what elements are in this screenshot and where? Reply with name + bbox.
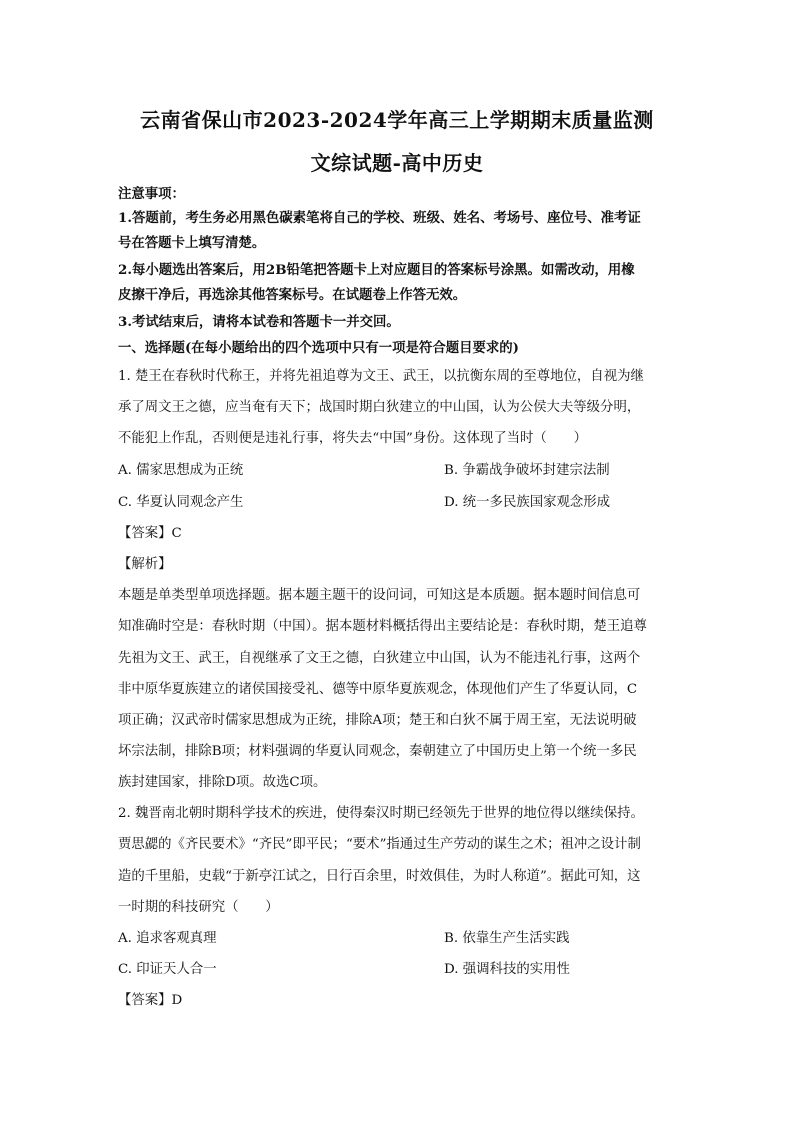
- question-1-text: 承了周文王之德，应当奄有天下；战国时期白狄建立的中山国，认为公侯大夫等级分明，: [118, 400, 641, 415]
- q1-answer: 【答案】C: [118, 526, 182, 541]
- q1-analysis-line: 坏宗法制，排除B项；材料强调的华夏认同观念，秦朝建立了中国历史上第一个统一多民: [118, 744, 637, 759]
- q1-analysis-heading: 【解析】: [118, 557, 172, 572]
- q1-analysis-line: 族封建国家，排除D项。故选C项。: [118, 775, 327, 790]
- notes-heading: 注意事项：: [118, 186, 185, 202]
- q1-analysis-line: 非中原华夏族建立的诸侯国接受礼、德等中原华夏族观念，体现他们产生了华夏认同，C: [118, 682, 638, 697]
- q2-option-c: C. 印证天人合一: [118, 962, 217, 977]
- document-title: 云南省保山市2023-2024学年高三上学期期末质量监测: [140, 108, 654, 132]
- note-line: 3.考试结束后，请将本试卷和答题卡一并交回。: [118, 314, 400, 330]
- question-2-text: 2. 魏晋南北朝时期科学技术的疾进，使得秦汉时期已经领先于世界的地位得以继续保持。: [118, 806, 644, 821]
- q2-option-b: B. 依靠生产生活实践: [444, 931, 570, 946]
- q1-analysis-line: 知准确时空是：春秋时期（中国）。据本题材料概括得出主要结论是：春秋时期，楚王追尊: [118, 619, 647, 634]
- note-line: 1.答题前，考生务必用黑色碳素笔将自己的学校、班级、姓名、考场号、座位号、准考证: [118, 210, 641, 226]
- q1-analysis-line: 先祖为文王、武王，自视继承了文王之德，白狄建立中山国，认为不能违礼行事，这两个: [118, 651, 641, 666]
- question-2-text: 一时期的科技研究（ ）: [118, 900, 279, 915]
- q1-option-c: C. 华夏认同观念产生: [118, 495, 244, 510]
- q1-option-d: D. 统一多民族国家观念形成: [444, 495, 611, 510]
- q2-option-d: D. 强调科技的实用性: [444, 962, 570, 977]
- question-1-text: 不能犯上作乱，否则便是违礼行事，将失去“中国”身份。这体现了当时（ ）: [118, 431, 587, 446]
- q2-answer: 【答案】D: [118, 993, 183, 1008]
- section-heading: 一、选择题(在每小题给出的四个选项中只有一项是符合题目要求的): [118, 340, 519, 356]
- note-line: 皮擦干净后，再选涂其他答案标号。在试题卷上作答无效。: [118, 287, 467, 303]
- q1-analysis-line: 本题是单类型单项选择题。据本题主题干的设问词，可知这是本质题。据本题时间信息可: [118, 588, 641, 603]
- note-line: 2.每小题选出答案后，用2B铅笔把答题卡上对应题目的答案标号涂黑。如需改动，用橡: [118, 262, 635, 278]
- q1-option-a: A. 儒家思想成为正统: [118, 463, 244, 478]
- q1-analysis-line: 项正确；汉武帝时儒家思想成为正统，排除A项；楚王和白狄不属于周王室，无法说明破: [118, 713, 637, 728]
- question-1-text: 1. 楚王在春秋时代称王，并将先祖追尊为文王、武王，以抗衡东周的至尊地位，自视为继: [118, 369, 644, 384]
- note-line: 号在答题卡上填写清楚。: [118, 235, 266, 251]
- document-subtitle: 文综试题-高中历史: [310, 151, 484, 175]
- q1-option-b: B. 争霸战争破坏封建宗法制: [444, 463, 610, 478]
- question-2-text: 造的千里船，史载“于新亭江试之，日行百余里，时效俱佳，为时人称道”。据此可知，这: [118, 869, 641, 884]
- question-2-text: 贾思勰的《齐民要术》“齐民”即平民；“要术”指通过生产劳动的谋生之术；祖冲之设计制: [118, 837, 641, 852]
- q2-option-a: A. 追求客观真理: [118, 931, 217, 946]
